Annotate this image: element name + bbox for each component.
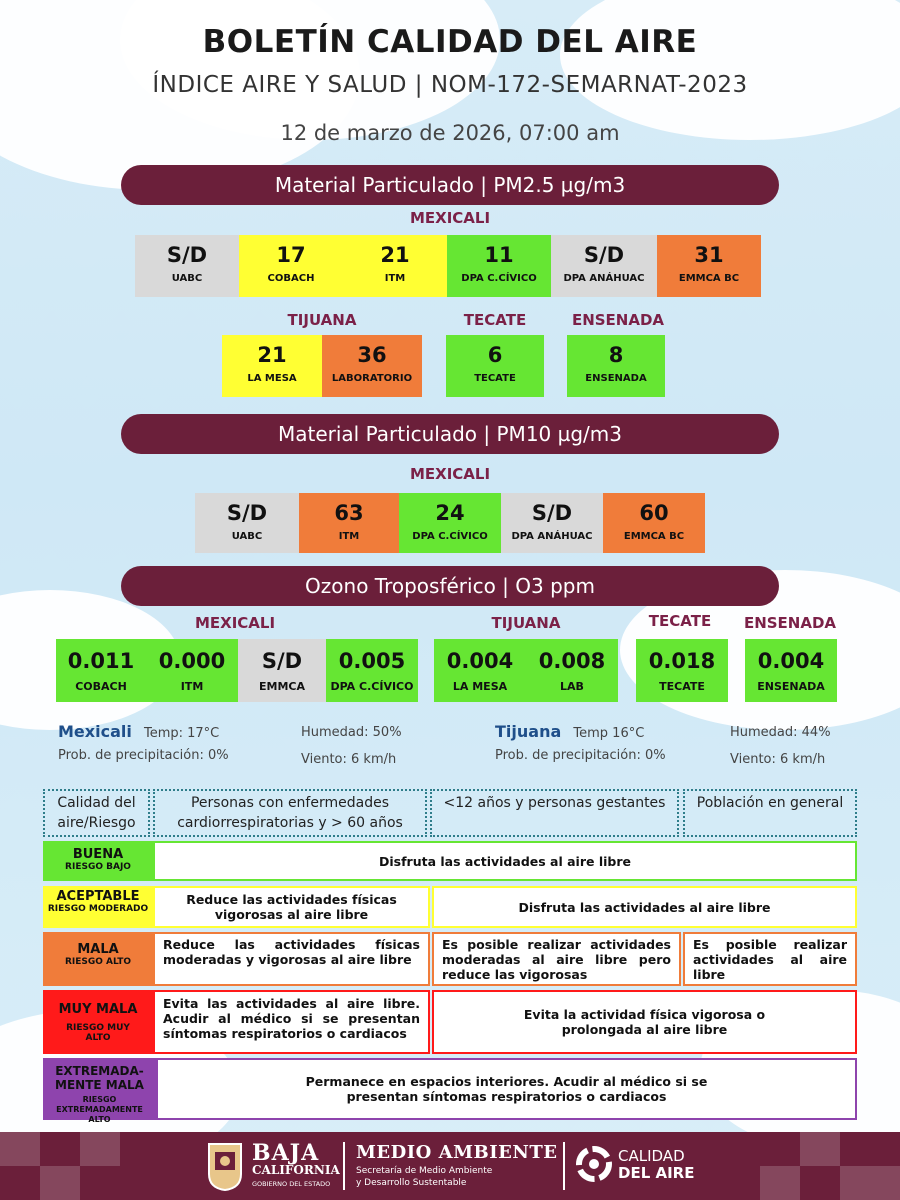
pm25-station-cell [135, 235, 239, 297]
footer-divider [563, 1142, 565, 1190]
pm10-station-cell [399, 493, 501, 553]
station-label: DPA ANÁHUAC [511, 531, 593, 542]
station-label: UABC [231, 531, 263, 542]
rec-mala-vulnerable: Reduce las actividades físicas moderadas y vigorosas al aire libre [153, 932, 430, 986]
reading-value: 17 [276, 243, 306, 267]
pm25-station-cell [447, 235, 551, 297]
risk-level: RIESGO BAJO [65, 862, 131, 872]
reading-value: 0.004 [446, 649, 514, 673]
reading-value: 31 [694, 243, 724, 267]
reading-value: 8 [608, 343, 624, 367]
reading-value: S/D [583, 243, 625, 267]
pm25-station-cell [657, 235, 761, 297]
footer-agency: MEDIO AMBIENTE [356, 1142, 558, 1163]
o3-station-cell [526, 639, 618, 702]
pm10-city-mexicali: MEXICALI [409, 465, 491, 483]
o3-station-cell [745, 639, 837, 702]
pm10-station-cell [195, 493, 299, 553]
air-quality-logo-icon [576, 1146, 612, 1182]
pm10-station-cell [501, 493, 603, 553]
o3-station-cell [146, 639, 238, 702]
row-label-extrema [43, 1058, 156, 1124]
station-label: ITM [338, 531, 360, 542]
reading-value: 24 [435, 501, 465, 525]
rec-mala-children: Es posible realizar actividades moderadas al aire libre pero reduce las vigorosas [432, 932, 681, 986]
page-title: BOLETÍN CALIDAD DEL AIRE [202, 24, 698, 60]
station-label: EMMCA BC [678, 273, 740, 284]
station-label: EMMCA [259, 680, 305, 693]
reading-value: S/D [531, 501, 573, 525]
weather-mexicali-precip: Prob. de precipitación: 0% [58, 748, 229, 763]
station-label: COBACH [75, 680, 127, 693]
category-name: BUENA [72, 847, 124, 862]
o3-city-mexicali: MEXICALI [194, 614, 276, 632]
risk-level: RIESGO EXTREMADAMENTE ALTO [56, 1095, 143, 1124]
footer-pattern [0, 1132, 40, 1166]
footer-state-name2: CALIFORNIA [252, 1163, 340, 1177]
table-header-children: <12 años y personas gestantes [430, 789, 679, 837]
pm25-city-mexicali: MEXICALI [409, 209, 491, 227]
station-label: DPA ANÁHUAC [563, 273, 645, 284]
o3-station-cell [56, 639, 146, 702]
station-label: UABC [171, 273, 203, 284]
footer-state-name: BAJA [252, 1140, 320, 1166]
footer-agency-sub1: Secretaría de Medio Ambiente [356, 1166, 493, 1176]
pm25-station-cell [322, 335, 422, 397]
state-seal-icon [205, 1140, 245, 1192]
bulletin-date: 12 de marzo de 2026, 07:00 am [280, 121, 620, 145]
station-label: ITM [384, 273, 406, 284]
footer-brand1: CALIDAD [618, 1147, 685, 1165]
row-label-muymala [43, 990, 153, 1054]
row-label-aceptable [43, 886, 153, 928]
station-label: EMMCA BC [623, 531, 685, 542]
o3-city-tecate: TECATE [648, 612, 712, 630]
footer-brand2: DEL AIRE [618, 1164, 695, 1182]
pm10-station-cell [603, 493, 705, 553]
reading-value: 0.011 [67, 649, 135, 673]
weather-tijuana [495, 722, 644, 741]
station-label: DPA C.CÍVICO [412, 531, 488, 542]
pm25-city-tecate: TECATE [463, 311, 527, 329]
pm25-station-cell [551, 235, 657, 297]
footer-pattern [40, 1166, 80, 1200]
weather-city-name: Tijuana [495, 722, 562, 741]
weather-tijuana-precip: Prob. de precipitación: 0% [495, 748, 666, 763]
o3-city-tijuana: TIJUANA [491, 614, 561, 632]
reading-value: S/D [166, 243, 208, 267]
reading-value: 36 [357, 343, 387, 367]
footer-pattern [760, 1166, 800, 1200]
rec-aceptable-general: Disfruta las actividades al aire libre [432, 886, 857, 928]
weather-mexicali [58, 722, 219, 741]
pm10-banner: Material Particulado | PM10 µg/m3 [121, 414, 779, 454]
reading-value: 60 [639, 501, 669, 525]
weather-mexicali-wind: Viento: 6 km/h [301, 752, 397, 767]
station-label: LA MESA [452, 680, 508, 693]
reading-value: 63 [334, 501, 364, 525]
reading-value: S/D [226, 501, 268, 525]
rec-aceptable-vulnerable: Reduce las actividades físicas vigorosas al aire libre [153, 886, 430, 928]
risk-level: RIESGO MUY ALTO [66, 1023, 130, 1043]
rec-extrema: Permanece en espacios interiores. Acudir al médico si se presentan síntomas respiratorios o cardiacos [156, 1058, 857, 1120]
weather-temp: Temp: 17°C [143, 726, 220, 741]
reading-value: 11 [484, 243, 514, 267]
risk-level: RIESGO ALTO [64, 957, 132, 967]
footer-pattern [80, 1132, 120, 1166]
pm10-station-cell [299, 493, 399, 553]
footer-pattern [800, 1132, 840, 1166]
station-label: ENSENADA [585, 373, 647, 384]
page-subtitle: ÍNDICE AIRE Y SALUD | NOM-172-SEMARNAT-2023 [152, 72, 748, 98]
category-name: ACEPTABLE [56, 889, 140, 904]
station-label: DPA C.CÍVICO [461, 273, 537, 284]
station-label: ENSENADA [757, 680, 825, 693]
pm25-city-ensenada: ENSENADA [571, 311, 665, 329]
pm25-station-cell [343, 235, 447, 297]
o3-station-cell [636, 639, 728, 702]
table-header-quality: Calidad del aire/Riesgo [43, 789, 150, 837]
reading-value: 0.004 [757, 649, 825, 673]
reading-value: 0.000 [158, 649, 226, 673]
o3-station-cell [326, 639, 418, 702]
category-name: MUY MALA [58, 1002, 138, 1017]
weather-city-name: Mexicali [58, 722, 132, 741]
station-label: ITM [180, 680, 204, 693]
weather-temp: Temp 16°C [573, 726, 645, 741]
rec-muymala-general: Evita la actividad física vigorosa o prolongada al aire libre [432, 990, 857, 1054]
pm25-banner: Material Particulado | PM2.5 µg/m3 [121, 165, 779, 205]
rec-buena: Disfruta las actividades al aire libre [153, 841, 857, 881]
station-label: LABORATORIO [331, 373, 413, 384]
reading-value: 0.005 [338, 649, 406, 673]
category-name: EXTREMADA-MENTE MALA [55, 1064, 144, 1092]
category-name: MALA [77, 942, 119, 957]
risk-level: RIESGO MODERADO [47, 904, 149, 914]
station-label: LA MESA [247, 373, 297, 384]
rec-mala-general: Es posible realizar actividades al aire libre [683, 932, 857, 986]
o3-station-cell [434, 639, 526, 702]
station-label: COBACH [267, 273, 315, 284]
pm25-station-cell [567, 335, 665, 397]
o3-city-ensenada: ENSENADA [743, 614, 837, 632]
row-label-buena [43, 841, 153, 881]
reading-value: 21 [380, 243, 410, 267]
pm25-city-tijuana: TIJUANA [287, 311, 357, 329]
row-label-mala [43, 932, 153, 986]
weather-tijuana-wind: Viento: 6 km/h [730, 752, 826, 767]
footer-agency-sub2: y Desarrollo Sustentable [356, 1178, 467, 1188]
pm25-station-cell [446, 335, 544, 397]
station-label: TECATE [474, 373, 516, 384]
weather-mexicali-humidity: Humedad: 50% [301, 725, 402, 740]
reading-value: 0.018 [648, 649, 716, 673]
footer-bar [0, 1132, 900, 1200]
table-header-general: Población en general [683, 789, 857, 837]
table-header-vulnerable: Personas con enfermedades cardiorrespiratorias y > 60 años [153, 789, 427, 837]
rec-muymala-vulnerable: Evita las actividades al aire libre. Acudir al médico si se presentan síntomas respiratorios o cardiacos [153, 990, 430, 1054]
o3-banner: Ozono Troposférico | O3 ppm [121, 566, 779, 606]
footer-divider [343, 1142, 345, 1190]
pm25-station-cell [239, 235, 343, 297]
reading-value: S/D [261, 649, 303, 673]
reading-value: 0.008 [538, 649, 606, 673]
station-label: LAB [560, 680, 584, 693]
weather-tijuana-humidity: Humedad: 44% [730, 725, 831, 740]
footer-pattern [840, 1166, 900, 1200]
footer-state-gov: GOBIERNO DEL ESTADO [252, 1180, 331, 1188]
station-label: TECATE [659, 680, 705, 693]
o3-station-cell [238, 639, 326, 702]
cloud-decoration [560, 0, 900, 140]
pm25-station-cell [222, 335, 322, 397]
reading-value: 21 [257, 343, 287, 367]
reading-value: 6 [487, 343, 503, 367]
station-label: DPA C.CÍVICO [330, 680, 414, 693]
